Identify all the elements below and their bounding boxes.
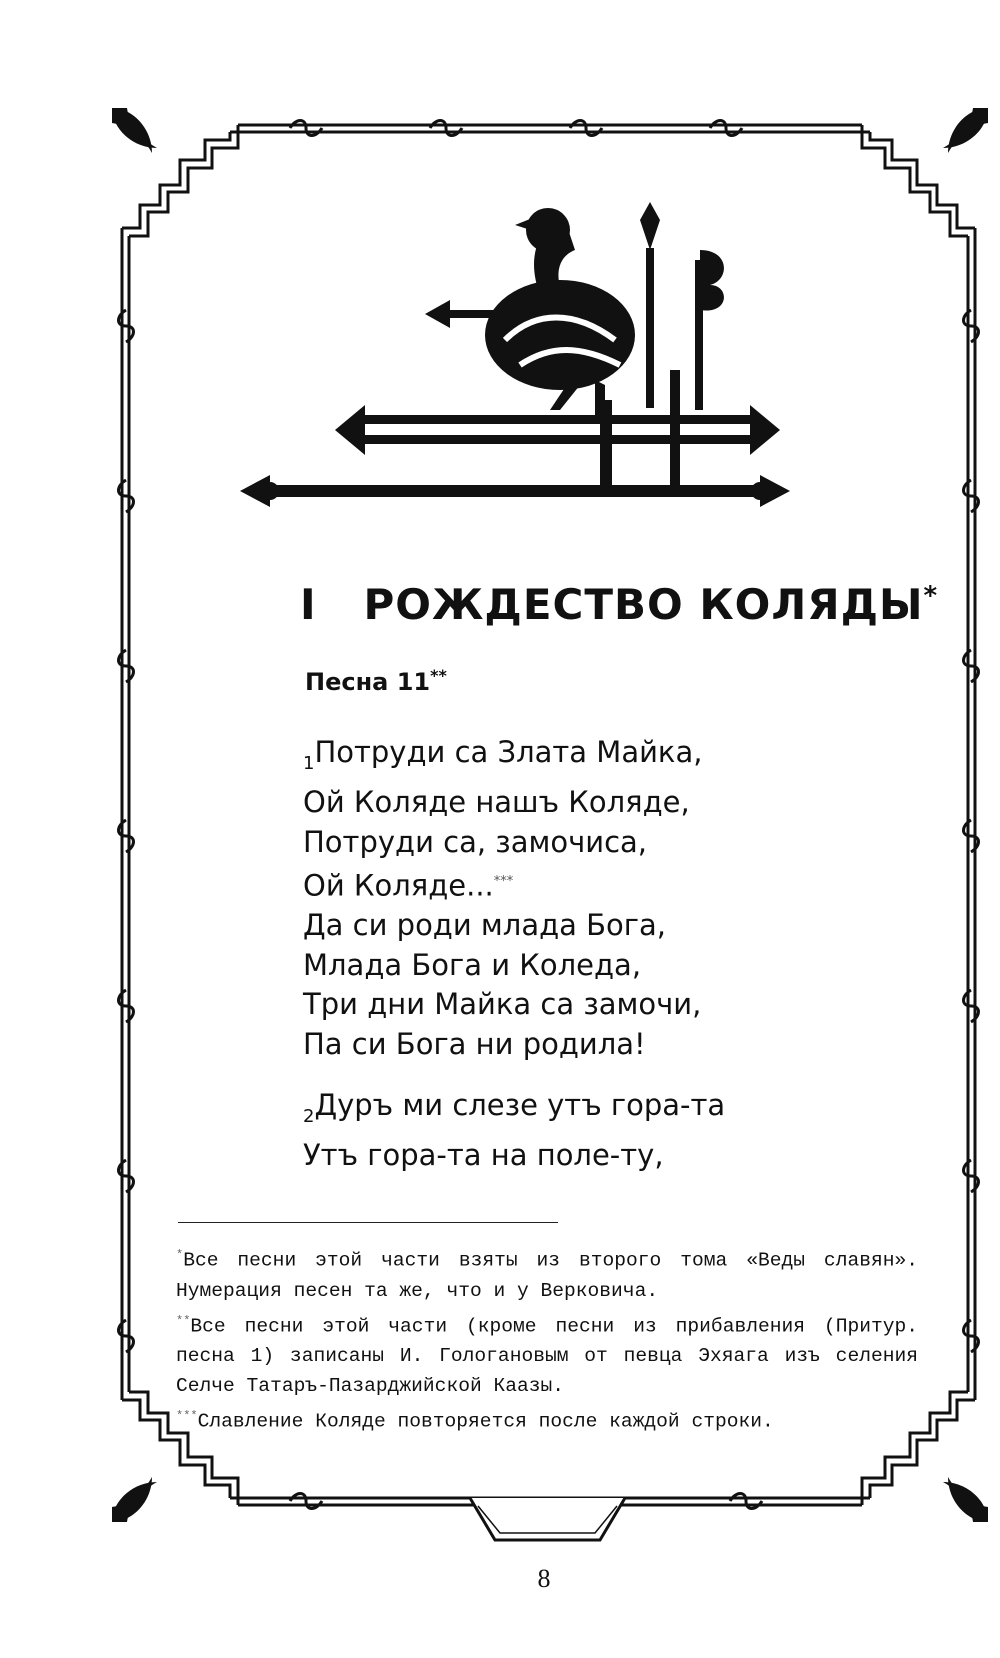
verse-2 — [303, 1086, 725, 1176]
verse-line: Да си роди млада Бога, — [303, 908, 667, 943]
verse-1 — [303, 733, 702, 1064]
footnote-mark: ** — [176, 1313, 191, 1328]
section-title-text: РОЖДЕСТВО КОЛЯДЫ — [363, 580, 924, 629]
footnote-text: Славление Коляде повторяется после каждой строки. — [197, 1410, 774, 1433]
verse-number: 1 — [303, 752, 315, 774]
refrain-footnote-marker: *** — [493, 874, 514, 890]
verse-line: Утъ гора-та на поле-ту, — [303, 1138, 664, 1173]
section-title — [300, 580, 938, 629]
verse-line — [303, 1086, 725, 1136]
verse-line: Потруди са, замочиса, — [303, 824, 648, 859]
footnotes — [176, 1240, 918, 1437]
footnote-text: Все песни этой части (кроме песни из прибавления (Притур. песна 1) записаны И. Гологановым от певца Эхяага изъ селения Селче Татаръ-Пазарджийской Каазы. — [176, 1315, 918, 1398]
verse-line: Три дни Майка са замочи, — [303, 987, 702, 1022]
footnote — [176, 1240, 918, 1306]
footnote-mark: *** — [176, 1409, 198, 1424]
section-number: I — [300, 580, 317, 629]
song-footnote-marker: ** — [430, 666, 447, 685]
verse-number: 2 — [303, 1105, 315, 1127]
footnote-separator — [178, 1222, 558, 1223]
verse-line-text: Ой Коляде... — [303, 868, 494, 903]
verse-line: Па си Бога ни родила! — [303, 1026, 646, 1061]
footnote — [176, 1401, 918, 1437]
page-number: 8 — [537, 1564, 551, 1593]
verse-line — [303, 733, 702, 783]
verse-line: Млада Бога и Коледа, — [303, 947, 642, 982]
verse-line-text: Дуръ ми слезе утъ гора-та — [314, 1088, 726, 1122]
bird-emblem-ornament — [240, 200, 800, 540]
verse-line — [303, 862, 702, 906]
footnote-mark: * — [176, 1248, 184, 1262]
verse-line-text: Потруди са Злата Майка, — [314, 735, 703, 769]
verse-line: Ой Коляде нашъ Коляде, — [303, 785, 690, 820]
song-label: Песна 11 — [305, 668, 431, 696]
footnote — [176, 1306, 918, 1402]
footnote-text: Все песни этой части взяты из второго тома «Веды славян». Нумерация песен та же, что и у Верковича. — [176, 1249, 918, 1302]
song-heading — [305, 666, 447, 696]
section-footnote-marker: * — [923, 581, 939, 611]
